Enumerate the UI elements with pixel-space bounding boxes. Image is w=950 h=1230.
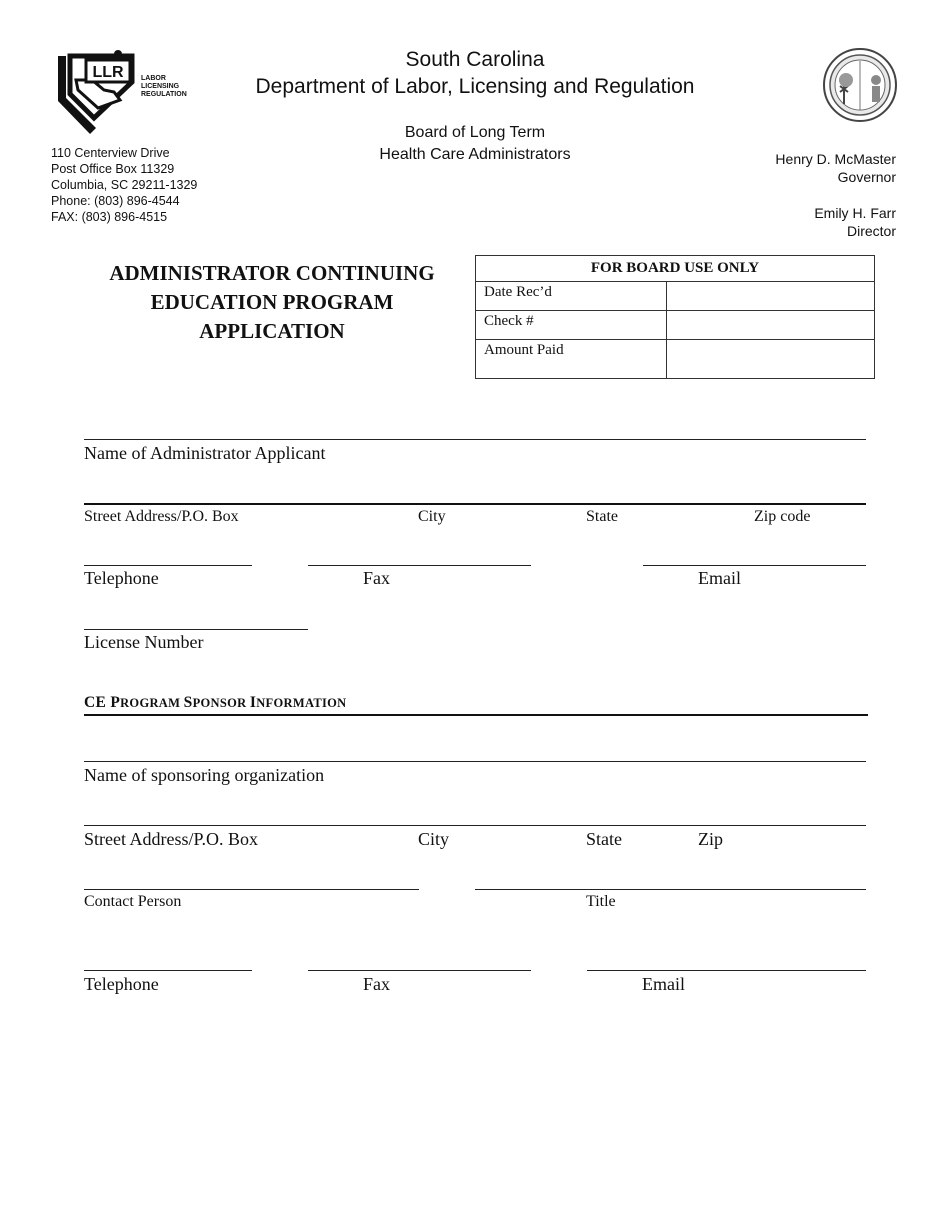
amount-paid-field[interactable] [667,340,875,379]
telephone-label: Telephone [84,568,159,588]
board-name-line1: Board of Long Term [404,124,546,141]
governor-name: Henry D. McMaster [775,151,896,167]
sponsor-email-field[interactable] [587,970,866,971]
heading-part: CE [84,694,111,711]
svg-text:REGULATION: REGULATION [141,91,187,98]
contact-person-label: Contact Person [84,893,182,910]
contact-person-field[interactable] [84,889,419,890]
director-name: Emily H. Farr [814,205,896,221]
check-number-field[interactable] [667,311,875,340]
svg-text:LICENSING: LICENSING [141,83,180,90]
phone-line: Phone: (803) 896-4544 [51,194,180,208]
form-title [92,259,452,346]
state-seal-icon [822,46,898,124]
heading-part: NFORMATION [256,696,347,710]
form-title-line: ADMINISTRATOR CONTINUING [109,261,435,285]
license-number-field[interactable] [84,629,308,630]
address-line: 110 Centerview Drive [51,146,170,160]
address-line: Columbia, SC 29211-1329 [51,178,198,192]
section-divider [84,714,868,716]
sponsor-org-label: Name of sponsoring organization [84,765,325,785]
city-label: City [418,508,446,525]
director-title: Director [846,223,896,239]
date-received-field[interactable] [667,282,875,311]
applicant-address-field[interactable] [84,503,866,505]
sponsor-fax-label: Fax [363,974,390,994]
zip-code-label: Zip code [754,508,811,525]
heading-part: I [249,694,257,711]
street-address-label: Street Address/P.O. Box [84,508,239,525]
heading-part: S [183,694,193,711]
board-use-label: Date Rec’d [476,282,667,311]
sponsor-telephone-label: Telephone [84,974,159,994]
heading-part: P [110,694,121,711]
form-title-line: APPLICATION [199,319,345,343]
fax-label: Fax [363,568,390,588]
svg-text:LABOR: LABOR [141,75,166,82]
sponsor-telephone-field[interactable] [84,970,252,971]
agency-state: South Carolina [405,48,545,71]
email-label: Email [698,568,741,588]
board-use-heading: FOR BOARD USE ONLY [476,256,875,282]
svg-text:LLR: LLR [92,64,124,81]
contact-title-label: Title [586,893,616,910]
board-use-label: Amount Paid [476,340,667,379]
sponsor-city-label: City [418,829,450,849]
form-title-line: EDUCATION PROGRAM [150,290,394,314]
sponsor-org-field[interactable] [84,761,866,762]
heading-part: ROGRAM [120,696,184,710]
board-use-table [475,255,875,379]
address-line: Post Office Box 11329 [51,162,175,176]
sponsor-section-heading [84,694,347,712]
sponsor-address-field[interactable] [84,825,866,826]
board-name-line2: Health Care Administrators [379,146,571,163]
applicant-telephone-field[interactable] [84,565,252,566]
applicant-email-field[interactable] [643,565,866,566]
applicant-name-field[interactable] [84,439,866,440]
contact-title-field[interactable] [475,889,866,890]
sponsor-street-label: Street Address/P.O. Box [84,829,259,849]
sponsor-state-label: State [586,829,622,849]
applicant-name-label: Name of Administrator Applicant [84,443,326,463]
license-number-label: License Number [84,632,204,652]
governor-title: Governor [837,169,896,185]
agency-department: Department of Labor, Licensing and Regulation [255,75,695,98]
fax-line: FAX: (803) 896-4515 [51,210,168,224]
state-label: State [586,508,618,525]
sponsor-email-label: Email [642,974,685,994]
sponsor-fax-field[interactable] [308,970,531,971]
applicant-fax-field[interactable] [308,565,531,566]
board-use-label: Check # [476,311,667,340]
heading-part: PONSOR [192,696,250,710]
sponsor-zip-label: Zip [698,829,723,849]
